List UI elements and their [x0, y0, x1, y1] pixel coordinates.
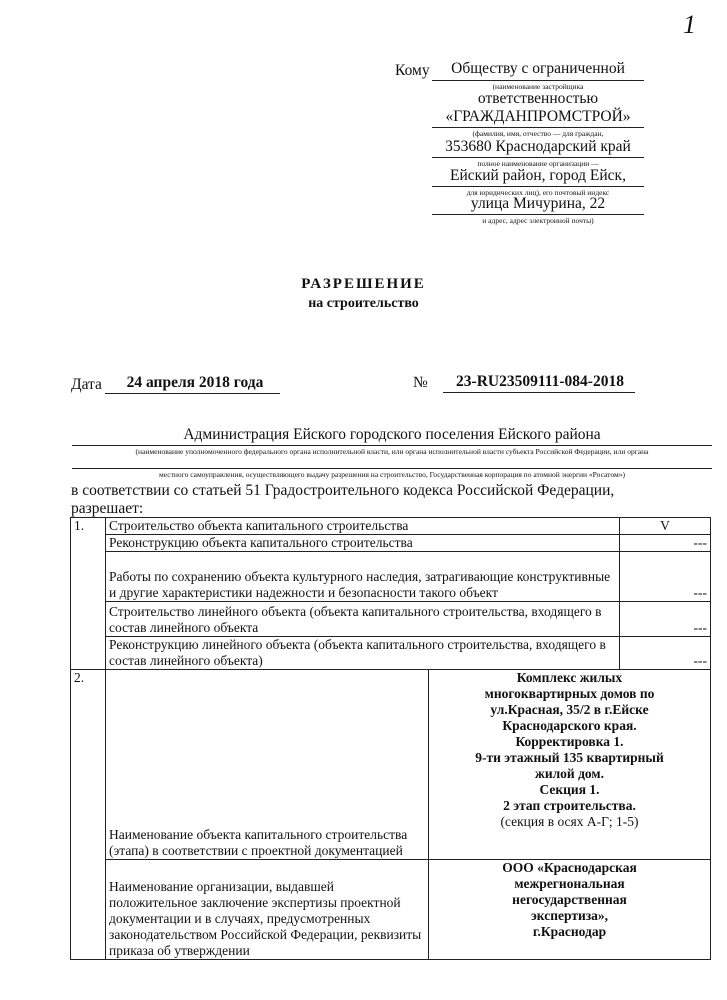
expertise-org-line: г.Краснодар	[532, 924, 607, 939]
permit-type-mark: ---	[620, 602, 711, 637]
permits-label: разрешает:	[71, 500, 144, 517]
table-row	[71, 602, 711, 637]
permit-type-mark: ---	[620, 535, 711, 552]
table-row	[71, 552, 711, 602]
underline	[432, 186, 644, 187]
number-label: №	[413, 374, 428, 391]
underline	[72, 468, 712, 469]
permit-type-label: Работы по сохранению объекта культурного наследия, затрагивающие конструктивные и другие характеристики надежности и безопасности такого объект	[106, 552, 620, 602]
expertise-org-line: межрегиональная	[514, 876, 625, 891]
object-name-line: Корректировка 1.	[515, 734, 624, 749]
addressee-hint-2: (фамилия, имя, отчество — для граждан,	[472, 129, 604, 138]
permit-type-label: Реконструкцию линейного объекта (объекта капитального строительства, входящего в состав линейного объекта)	[106, 637, 620, 670]
addressee-hint-4: для юридических лиц), его почтовый индекс	[466, 188, 610, 197]
expertise-org-line: экспертиза»,	[530, 908, 609, 923]
object-name-line: 9-ти этажный 135 квартирный	[475, 750, 664, 765]
page-number: 1	[683, 10, 696, 39]
permit-type-mark: ---	[620, 552, 711, 602]
addressee-line-2: ответственностью	[477, 90, 599, 107]
table-row	[71, 637, 711, 670]
document-subtitle: на строительство	[308, 296, 419, 311]
document-title: РАЗРЕШЕНИЕ	[301, 276, 426, 292]
permit-type-label: Строительство объекта капитального строительства	[106, 518, 620, 535]
expertise-org-label: Наименование организации, выдавшей положительное заключение экспертизы проектной документации и в случаях, предусмотренных законодательством Российской Федерации, реквизиты приказа об утверждении	[106, 860, 429, 960]
table-row	[71, 535, 711, 552]
expertise-org-value	[429, 860, 711, 960]
permit-number: 23-RU23509111-084-2018	[456, 373, 624, 390]
table-row	[71, 518, 711, 535]
addressee-line-6: улица Мичурина, 22	[470, 195, 606, 212]
object-name-line: жилой дом.	[535, 766, 604, 781]
permit-type-mark: V	[620, 518, 711, 535]
addressee-hint-1: (наименование застройщика	[492, 82, 584, 91]
underline	[432, 214, 644, 215]
object-name-line: Краснодарского края.	[502, 718, 637, 733]
object-name-line: 2 этап строительства.	[503, 798, 636, 813]
table-row	[71, 670, 711, 860]
object-name-line: Секция 1.	[539, 782, 600, 797]
addressee-line-1: Обществу с ограниченной	[451, 60, 625, 77]
object-name-line: (секция в осях А-Г; 1-5)	[500, 814, 639, 829]
section-number: 1.	[71, 518, 106, 670]
underline	[72, 445, 712, 446]
underline	[432, 80, 644, 81]
legal-basis: в соответствии со статьей 51 Градостроительного кодекса Российской Федерации,	[71, 482, 615, 499]
object-name-line: многоквартирных домов по	[484, 686, 655, 701]
object-name-value	[429, 670, 711, 860]
date-label: Дата	[71, 376, 102, 393]
addressee-line-3: «ГРАЖДАНПРОМСТРОЙ»	[445, 108, 631, 125]
permit-table	[70, 517, 711, 960]
addressee-hint-3: полное наименование организации —	[477, 159, 599, 168]
object-name-line: Комплекс жилых	[516, 670, 623, 685]
addressee-line-4: 353680 Краснодарский край	[445, 138, 631, 155]
object-name-line: ул.Красная, 35/2 в г.Ейске	[490, 702, 649, 717]
underline	[432, 157, 644, 158]
date-value: 24 апреля 2018 года	[126, 374, 264, 391]
object-name-label: Наименование объекта капитального строительства (этапа) в соответствии с проектной документацией	[106, 670, 429, 860]
permit-type-label: Реконструкцию объекта капитального строительства	[106, 535, 620, 552]
authority-hint-1: (наименование уполномоченного федерального органа исполнительной власти, или органа исполнительной власти субъекта Российской Федерации, или органа	[135, 447, 649, 456]
underline	[105, 393, 280, 394]
authority-hint-2: местного самоуправления, осуществляющего выдачу разрешения на строительство, Государственная корпорация по атомной энергии «Росатом»)	[159, 470, 625, 479]
underline	[443, 392, 635, 393]
expertise-org-line: негосударственная	[512, 892, 627, 907]
table-row	[71, 860, 711, 960]
underline	[432, 127, 644, 128]
expertise-org-line: ООО «Краснодарская	[502, 860, 637, 875]
addressee-hint-5: и адрес, адрес электронной почты)	[482, 216, 594, 225]
addressee-label: Кому	[395, 62, 430, 79]
addressee-line-5: Ейский район, город Ейск,	[450, 167, 626, 184]
issuing-authority: Администрация Ейского городского поселения Ейского района	[183, 426, 601, 443]
permit-type-mark: ---	[620, 637, 711, 670]
section-number: 2.	[71, 670, 106, 960]
permit-type-label: Строительство линейного объекта (объекта капитального строительства, входящего в состав линейного объекта	[106, 602, 620, 637]
